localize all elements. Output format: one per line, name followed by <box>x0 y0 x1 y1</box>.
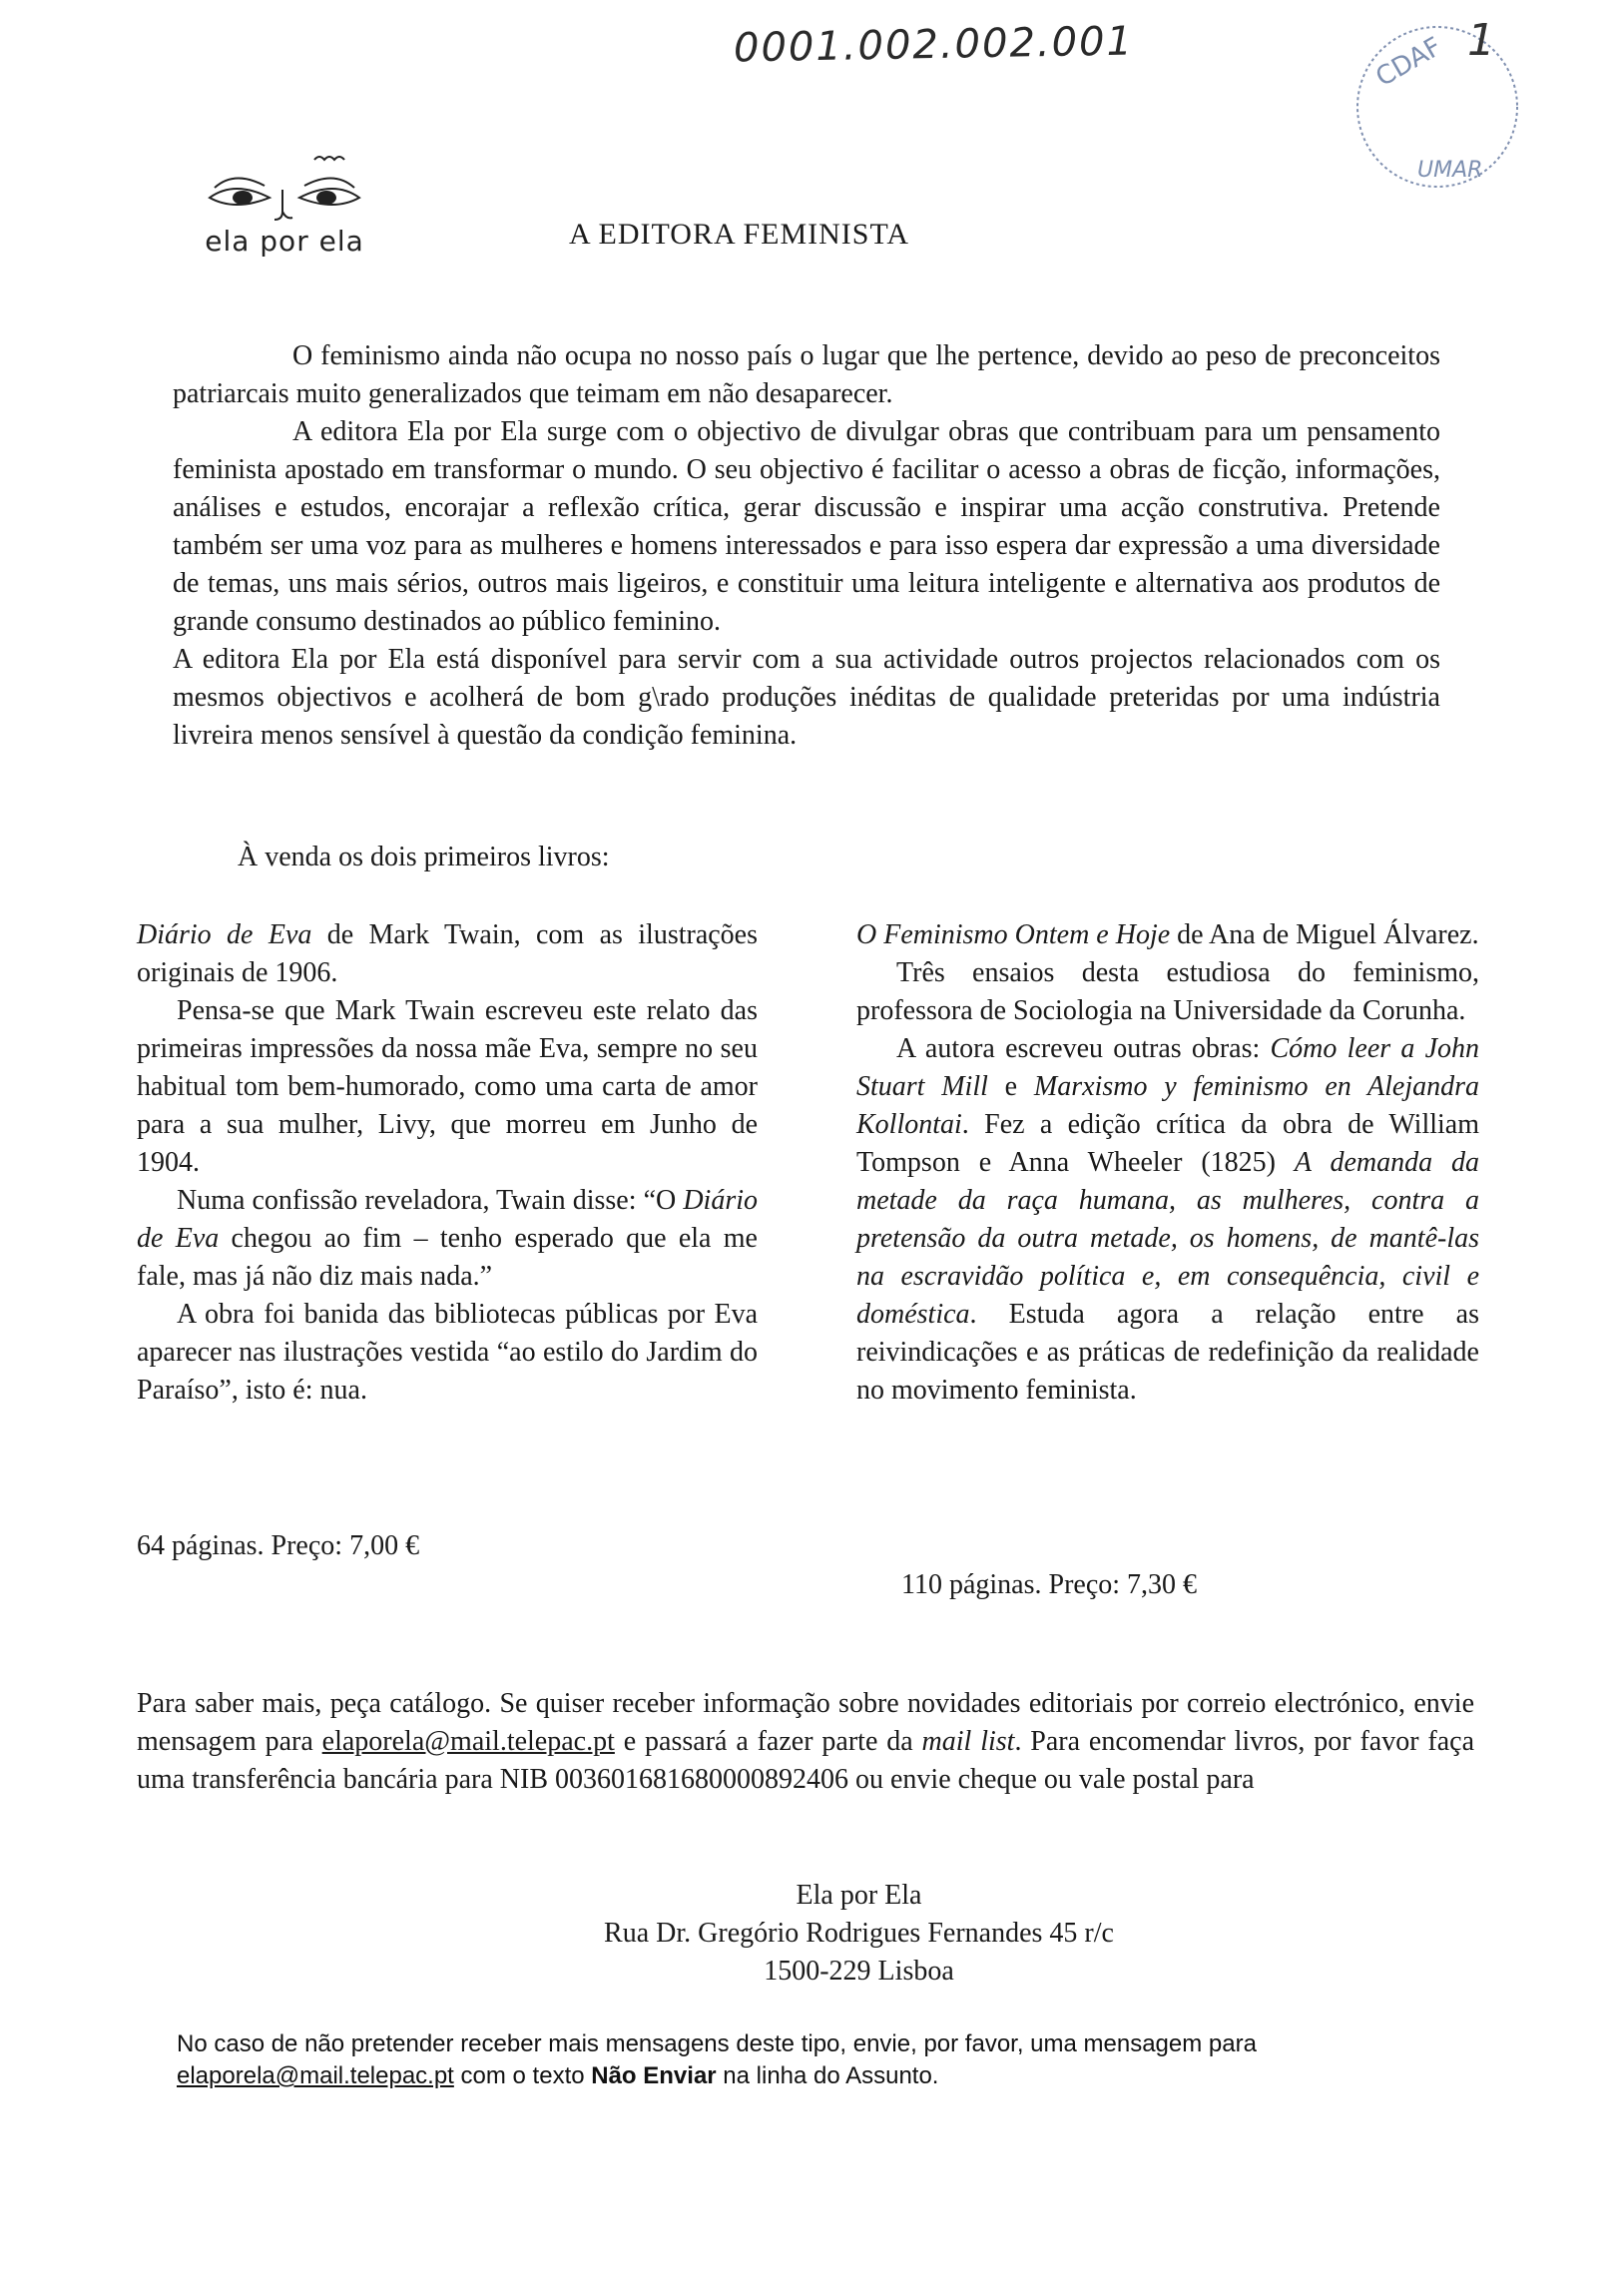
stamp-number: 1 <box>1467 15 1495 66</box>
postal-address <box>0 1877 1618 1991</box>
reference-code: 0001.002.002.001 <box>733 18 1135 72</box>
info-text-a: Para saber mais, peça catálogo. Se quiser receber informação sobre novidades editoriais por correio electrónico, envie mensagem para <box>137 1688 1474 1757</box>
book-2-column <box>856 916 1479 1410</box>
book-1-paragraph-2 <box>137 1182 758 1296</box>
book-2-text-b: . Fez a edição crítica da obra de William Tompson e Anna Wheeler (1825) <box>856 1109 1479 1178</box>
book-1-column <box>137 916 758 1410</box>
stamp-bottom-text: UMAR <box>1417 158 1483 183</box>
archive-stamp <box>1343 12 1532 202</box>
book-1-price: 64 páginas. Preço: 7,00 € <box>137 1530 420 1561</box>
ordering-paragraph <box>137 1685 1474 1799</box>
book-1-title: Diário de Eva <box>137 919 312 950</box>
book-2-text-a: A autora escreveu outras obras: <box>896 1033 1271 1064</box>
sale-heading: À venda os dois primeiros livros: <box>238 842 610 872</box>
intro-paragraph-3: A editora Ela por Ela está disponível para servir com a sua actividade outros projectos relacionados com os mesmos objectivos e acolherá de bom g\rado produções inéditas de qualidade preteridas por uma indústria livreira menos sensível à questão da condição feminina. <box>173 644 1440 751</box>
intro-section <box>173 337 1440 755</box>
book-1-title-rest: de Mark Twain, com as ilustrações originais de 1906. <box>137 919 758 988</box>
book-2-text-and: e <box>987 1071 1034 1102</box>
book-1-quote-end: chegou ao fim – tenho esperado que ela me fale, mas já não diz mais nada.” <box>137 1223 758 1292</box>
footer-text-a: No caso de não pretender receber mais mensagens deste tipo, envie, por favor, uma mensagem para <box>177 2030 1257 2057</box>
stamp-letters: CDAF <box>1370 31 1447 94</box>
address-name: Ela por Ela <box>796 1880 922 1911</box>
intro-paragraph-1: O feminismo ainda não ocupa no nosso país o lugar que lhe pertence, devido ao peso de preconceitos patriarcais muito generalizados que teimam em não desaparecer. <box>173 340 1440 409</box>
book-2-title: O Feminismo Ontem e Hoje <box>856 919 1171 950</box>
book-1-quote-start: Numa confissão reveladora, Twain disse: “O <box>177 1185 684 1216</box>
book-2-heading <box>856 916 1479 954</box>
footer-email-link[interactable]: elaporela@mail.telepac.pt <box>177 2062 454 2089</box>
footer-text-c: na linha do Assunto. <box>716 2062 939 2089</box>
email-link[interactable]: elaporela@mail.telepac.pt <box>321 1726 615 1757</box>
book-2-title-rest: de Ana de Miguel Álvarez. <box>1170 919 1479 950</box>
mail-list-text: mail list <box>921 1726 1015 1757</box>
intro-paragraph-2: A editora Ela por Ela surge com o objectivo de divulgar obras que contribuam para um pensamento feminista apostado em transformar o mundo. O seu objectivo é facilitar o acesso a obras de ficção, informações, análises e estudos, encorajar a reflexão crítica, gerar discussão e inspirar uma acção construtiva. Pretende também ser uma voz para as mulheres e homens interessados e para isso espera dar expressão a uma diversidade de temas, uns mais sérios, outros mais ligeiros, e constituir uma leitura inteligente e alternativa aos produtos de grande consumo destinados ao público feminino. <box>173 416 1440 637</box>
address-city: 1500-229 Lisboa <box>764 1956 954 1987</box>
book-2-other-work-2: Marxismo y feminismo en Alejandra Kollontai <box>856 1071 1480 1140</box>
ordering-info <box>137 1685 1474 1799</box>
book-1-paragraph-1: Pensa-se que Mark Twain escreveu este relato das primeiras impressões da nossa mãe Eva, sempre no seu habitual tom bem-humorado, como uma carta de amor para a sua mulher, Livy, que morreu em Junho de 1904. <box>137 995 758 1178</box>
page-title: A EDITORA FEMINISTA <box>569 218 910 251</box>
book-1-paragraph-3: A obra foi banida das bibliotecas públicas por Eva aparecer nas ilustrações vestida “ao estilo do Jardim do Paraíso”, isto é: nua. <box>137 1299 758 1406</box>
logo-wordmark: ela por ela <box>205 225 364 258</box>
book-2-text-c: . Estuda agora a relação entre as reivindicações e as práticas de redefinição da realidade no movimento feminista. <box>856 1299 1479 1406</box>
info-text-c: . Para encomendar livros, por favor faça uma transferência bancária para NIB 003601681680000892406 ou envie cheque ou vale postal para <box>137 1726 1475 1795</box>
footer-text-b: com o texto <box>453 2062 592 2089</box>
book-2-critical-edition-title: A demanda da metade da raça humana, as mulheres, contra a pretensão da outra metade, os homens, de mantê-las na escravidão política e, em consequência, civil e doméstica <box>856 1147 1480 1330</box>
book-2-paragraph-1: Três ensaios desta estudiosa do feminismo, professora de Sociologia na Universidade da Corunha. <box>856 957 1479 1026</box>
book-2-paragraph-2 <box>856 1030 1479 1410</box>
address-street: Rua Dr. Gregório Rodrigues Fernandes 45 r/c <box>604 1918 1114 1949</box>
footer-bold-text: Não Enviar <box>591 2062 717 2089</box>
unsubscribe-notice <box>177 2028 1474 2092</box>
book-2-other-work-1: Cómo leer a John Stuart Mill <box>856 1033 1479 1102</box>
book-2-price: 110 páginas. Preço: 7,30 € <box>901 1569 1198 1600</box>
info-text-b: e passará a fazer parte da <box>614 1726 922 1757</box>
book-1-quote-title: Diário de Eva <box>137 1185 758 1254</box>
book-1-heading <box>137 916 758 992</box>
